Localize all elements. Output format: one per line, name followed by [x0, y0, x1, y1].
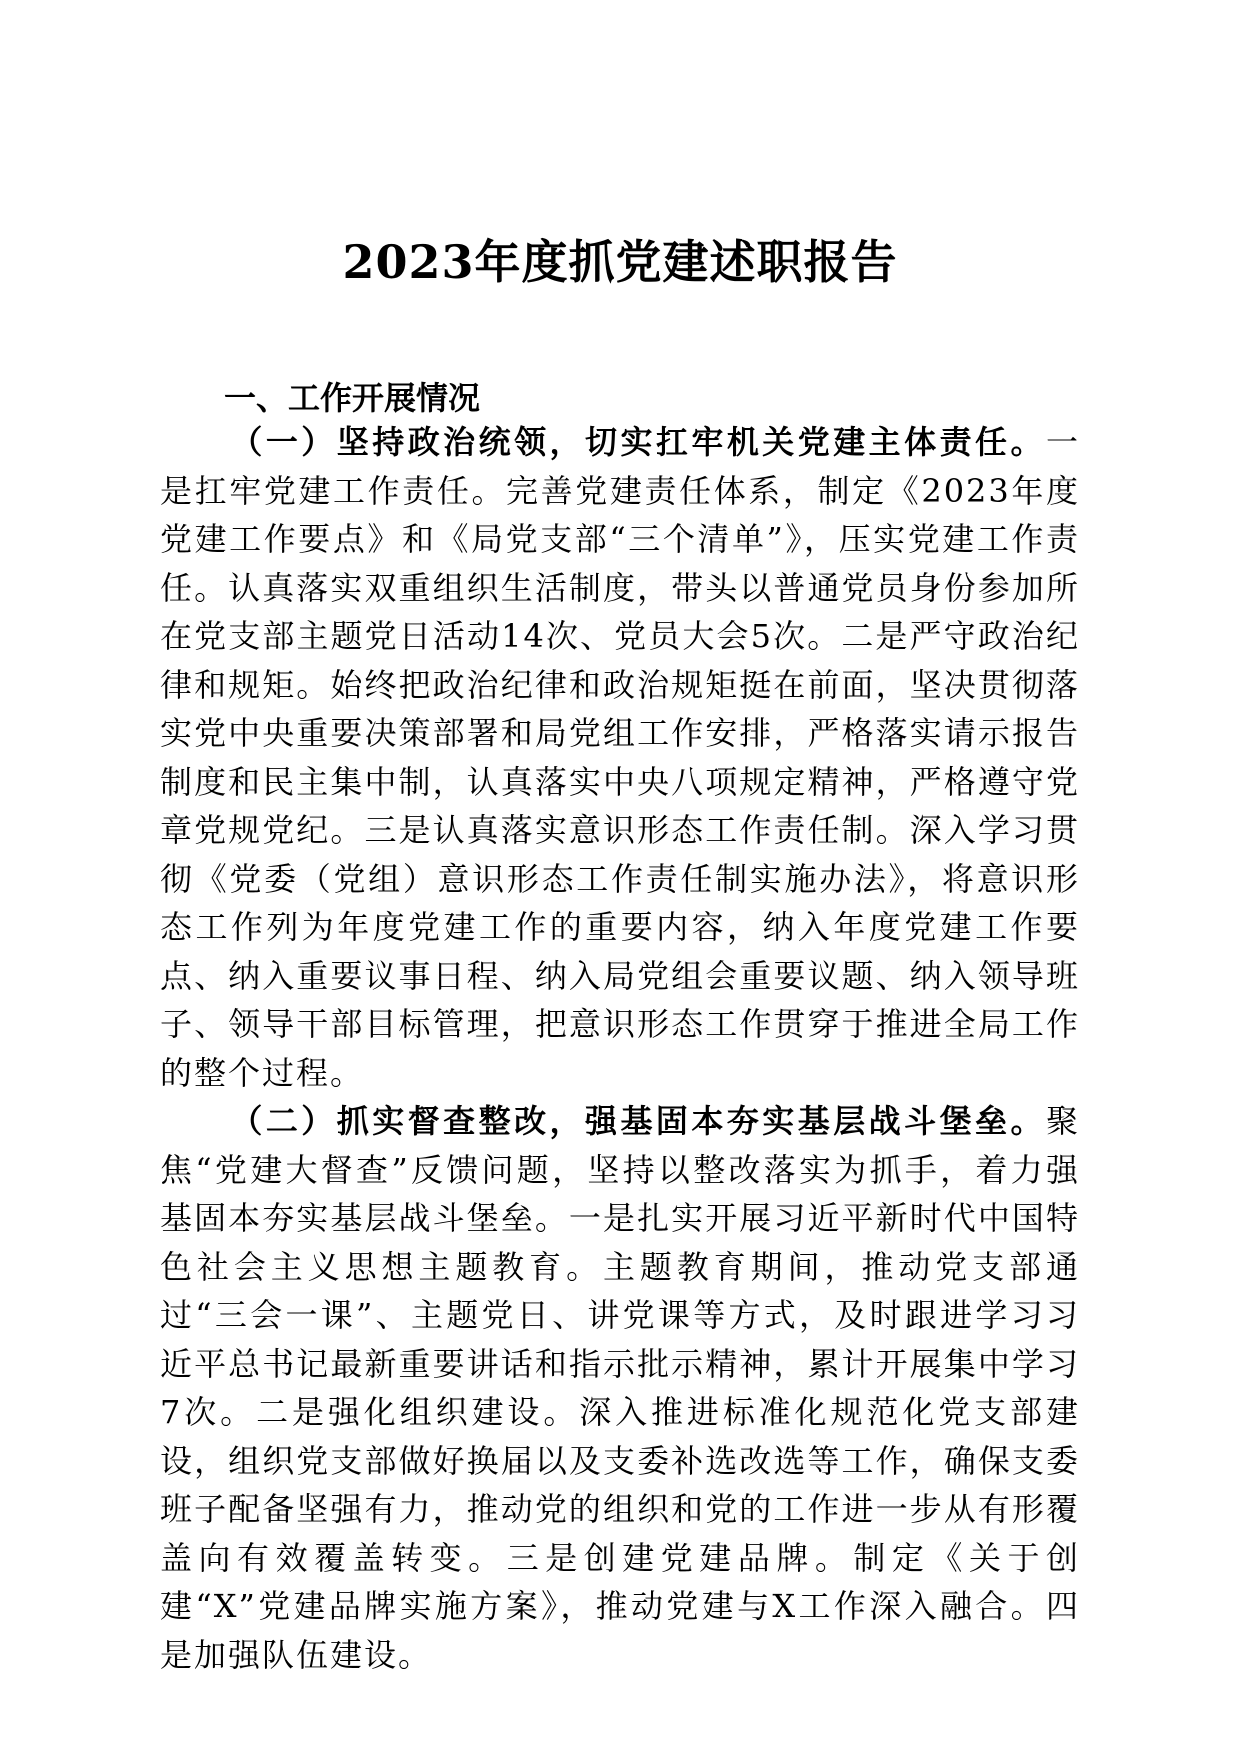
paragraph-2-text: 聚焦“党建大督查”反馈问题，坚持以整改落实为抓手，着力强基固本夯实基层战斗堡垒。一是扎实开展习近平新时代中国特色社会主义思想主题教育。主题教育期间，推动党支部通过“三会一课”、主题党日、讲党课等方式，及时跟进学习习近平总书记最新重要讲话和指示批示精神，累计开展集中学习7次。二是强化组织建设。深入推进标准化规范化党支部建设，组织党支部做好换届以及支委补选改选等工作，确保支委班子配备坚强有力，推动党的组织和党的工作进一步从有形覆盖向有效覆盖转变。三是创建党建品牌。制定《关于创建“X”党建品牌实施方案》，推动党建与X工作深入融合。四是加强队伍建设。 — [160, 1102, 1080, 1674]
document-body — [160, 418, 1080, 1679]
document-title: 2023年度抓党建述职报告 — [342, 235, 898, 289]
paragraph-1 — [160, 418, 1080, 1097]
paragraph-1-text: 一是扛牢党建工作责任。完善党建责任体系，制定《2023年度党建工作要点》和《局党支部“三个清单”》，压实党建工作责任。认真落实双重组织生活制度，带头以普通党员身份参加所在党支部主题党日活动14次、党员大会5次。二是严守政治纪律和规矩。始终把政治纪律和政治规矩挺在前面，坚决贯彻落实党中央重要决策部署和局党组工作安排，严格落实请示报告制度和民主集中制，认真落实中央八项规定精神，严格遵守党章党规党纪。三是认真落实意识形态工作责任制。深入学习贯彻《党委（党组）意识形态工作责任制实施办法》，将意识形态工作列为年度党建工作的重要内容，纳入年度党建工作要点、纳入重要议事日程、纳入局党组会重要议题、纳入领导班子、领导干部目标管理，把意识形态工作贯穿于推进全局工作的整个过程。 — [160, 423, 1080, 1092]
paragraph-2-lead: （二）抓实督查整改，强基固本夯实基层战斗堡垒。 — [230, 1102, 1046, 1140]
section-heading: 一、工作开展情况 — [224, 379, 481, 417]
paragraph-2 — [160, 1097, 1080, 1679]
paragraph-1-lead: （一）坚持政治统领，切实扛牢机关党建主体责任。 — [230, 423, 1046, 461]
